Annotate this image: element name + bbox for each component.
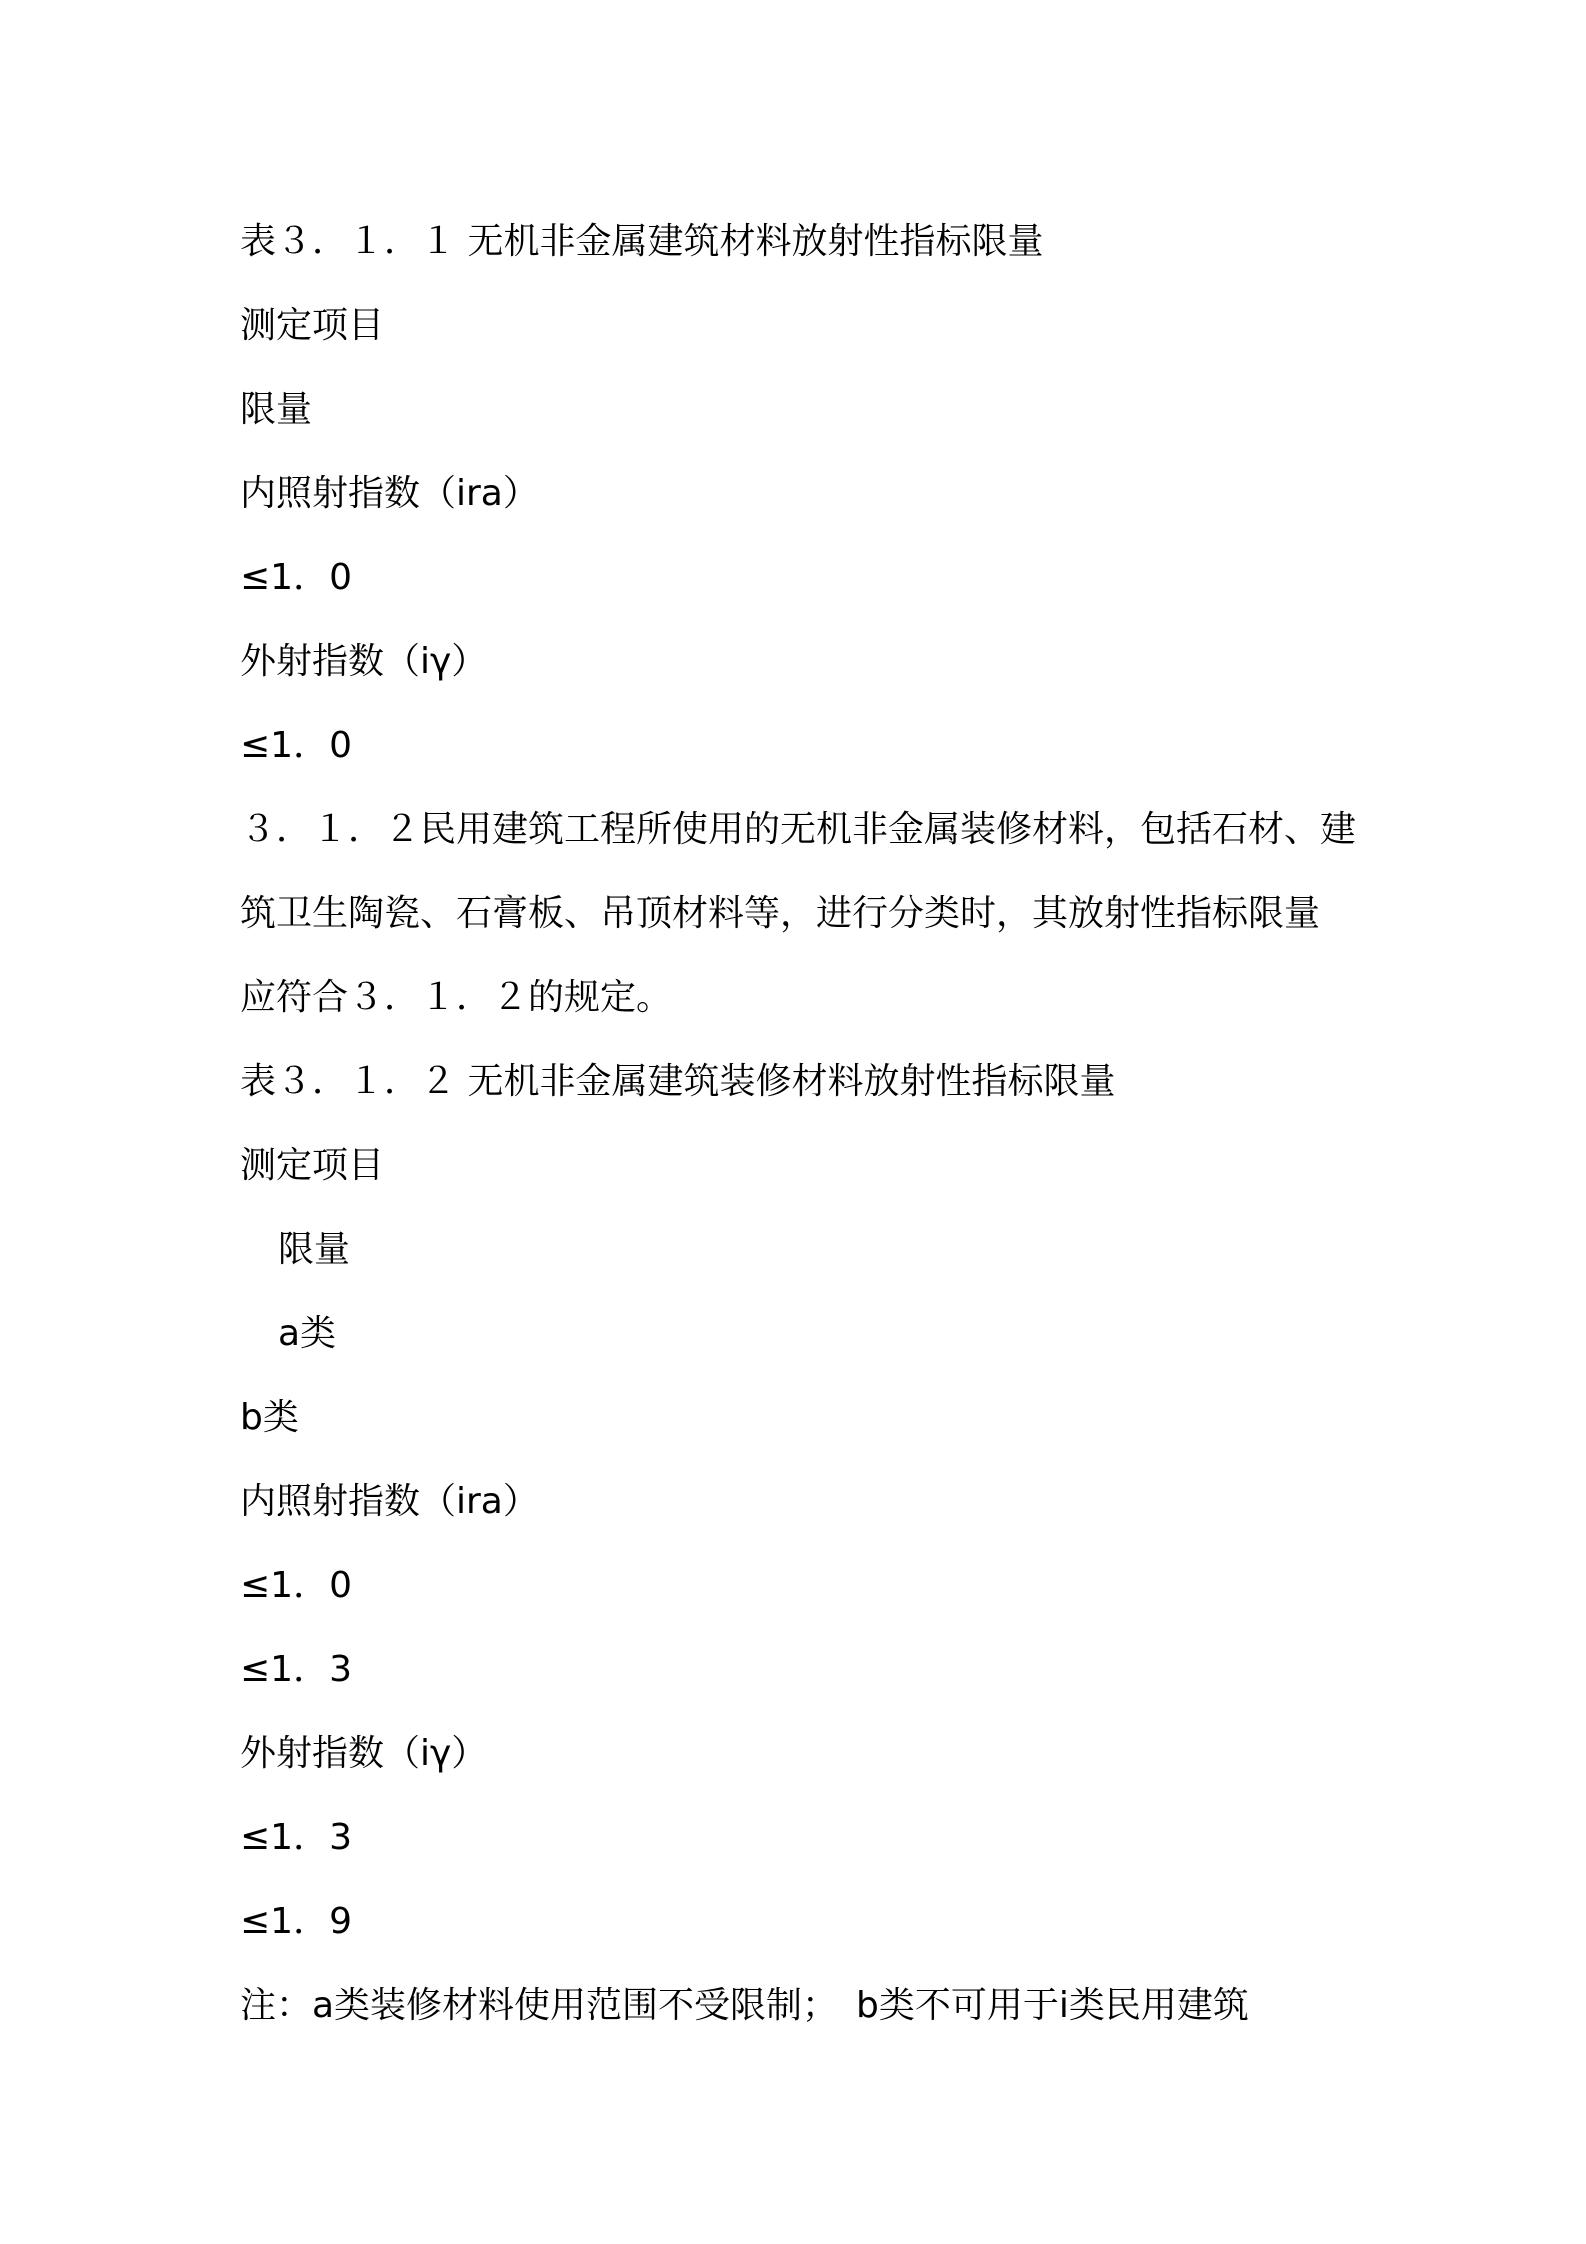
table1-row1-item: 内照射指数（ira）: [240, 473, 539, 514]
table2-header-b: b类: [240, 1397, 299, 1438]
paragraph-line-1: ３．１．２民用建筑工程所使用的无机非金属装修材料，包括石材、建: [240, 809, 1357, 850]
table2-row2-a: ≤1．3: [240, 1817, 352, 1858]
table1-header-item: 测定项目: [240, 305, 385, 346]
document-body: [240, 200, 1370, 2048]
table2-row1-item: 内照射指数（ira）: [240, 1481, 539, 1522]
table2-row2-b: ≤1．9: [240, 1901, 352, 1942]
table2-header-limit: 限量: [278, 1229, 351, 1270]
table1-header-limit: 限量: [240, 389, 313, 430]
paragraph-line-3: 应符合３．１．２的规定。: [240, 977, 673, 1018]
table2-row1-a: ≤1．0: [240, 1565, 352, 1606]
table2-header-item: 测定项目: [240, 1145, 385, 1186]
table1-row1-limit: ≤1．0: [240, 557, 352, 598]
table2-row2-item: 外射指数（iγ）: [240, 1733, 488, 1774]
table1-title: 表３．１．１ 无机非金属建筑材料放射性指标限量: [240, 221, 1044, 262]
table2-row1-b: ≤1．3: [240, 1649, 352, 1690]
table1-row2-limit: ≤1．0: [240, 725, 352, 766]
table2-note: 注：a类装修材料使用范围不受限制； b类不可用于ⅰ类民用建筑: [240, 1985, 1249, 2026]
table2-title: 表３．１．２ 无机非金属建筑装修材料放射性指标限量: [240, 1061, 1116, 1102]
table1-row2-item: 外射指数（iγ）: [240, 641, 488, 682]
table2-header-a: a类: [278, 1313, 337, 1354]
paragraph-line-2: 筑卫生陶瓷、石膏板、吊顶材料等，进行分类时，其放射性指标限量: [240, 893, 1321, 934]
